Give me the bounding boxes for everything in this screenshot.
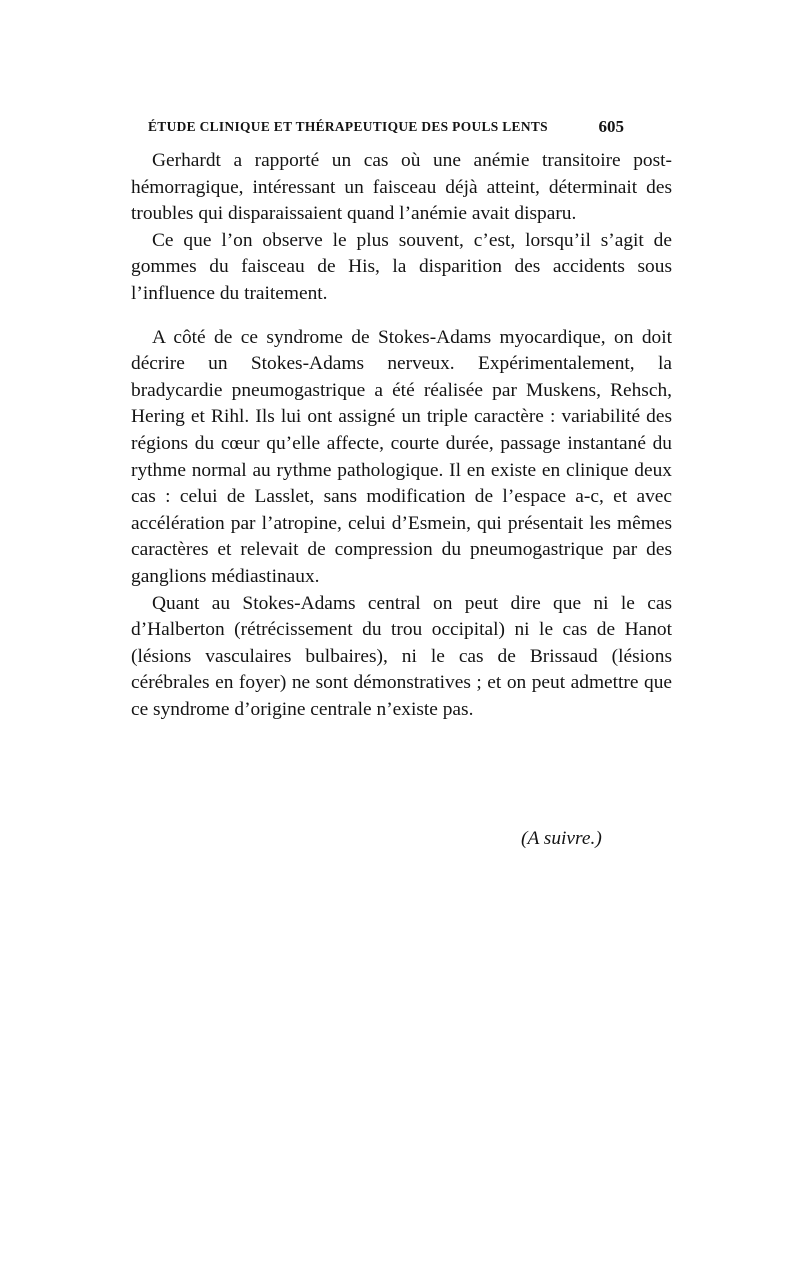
running-head bbox=[148, 117, 624, 141]
page-number: 605 bbox=[598, 117, 624, 136]
paragraph-stokes-adams-central: Quant au Stokes-Adams central on peut dire que ni le cas d’Halberton (rétrécissement du trou occipital) ni le cas de Hanot (lésions vasculaires bulbaires), ni le cas de Brissaud (lésions cérébrales en foyer) ne sont démonstratives ; et on peut admettre que ce syndrome d’origine centrale n’existe pas. bbox=[131, 592, 672, 720]
to-be-continued: (A suivre.) bbox=[521, 828, 602, 849]
paragraph-gommes-his: Ce que l’on observe le plus souvent, c’est, lorsqu’il s’agit de gommes du faisceau de His, la disparition des accidents sous l’influence du traitement. bbox=[131, 229, 672, 304]
paragraph-stokes-adams-nerveux: A côté de ce syndrome de Stokes-Adams myocardique, on doit décrire un Stokes-Adams nerveux. Expérimentalement, la bradycardie pneumogastrique a été réalisée par Muskens, Rehsch, Hering et Rihl. Ils lui ont assigné un triple caractère : variabilité des régions du cœur qu’elle affecte, courte durée, passage instantané du rythme normal au rythme pathologique. Il en existe en clinique deux cas : celui de Lasslet, sans modification de l’espace a-c, et avec accélération par l’atropine, celui d’Esmein, qui présentait les mêmes caractères et relevait de compression du pneumogastrique par des ganglions médiastinaux. bbox=[131, 326, 672, 587]
running-head-title: ÉTUDE CLINIQUE ET THÉRAPEUTIQUE DES POULS LENTS bbox=[148, 119, 548, 134]
body-text bbox=[131, 148, 672, 723]
paragraph-gerhardt: Gerhardt a rapporté un cas où une anémie transitoire post-hémorragique, intéressant un faisceau déjà atteint, déterminait des troubles qui disparaissaient quand l’anémie avait disparu. bbox=[131, 150, 672, 225]
